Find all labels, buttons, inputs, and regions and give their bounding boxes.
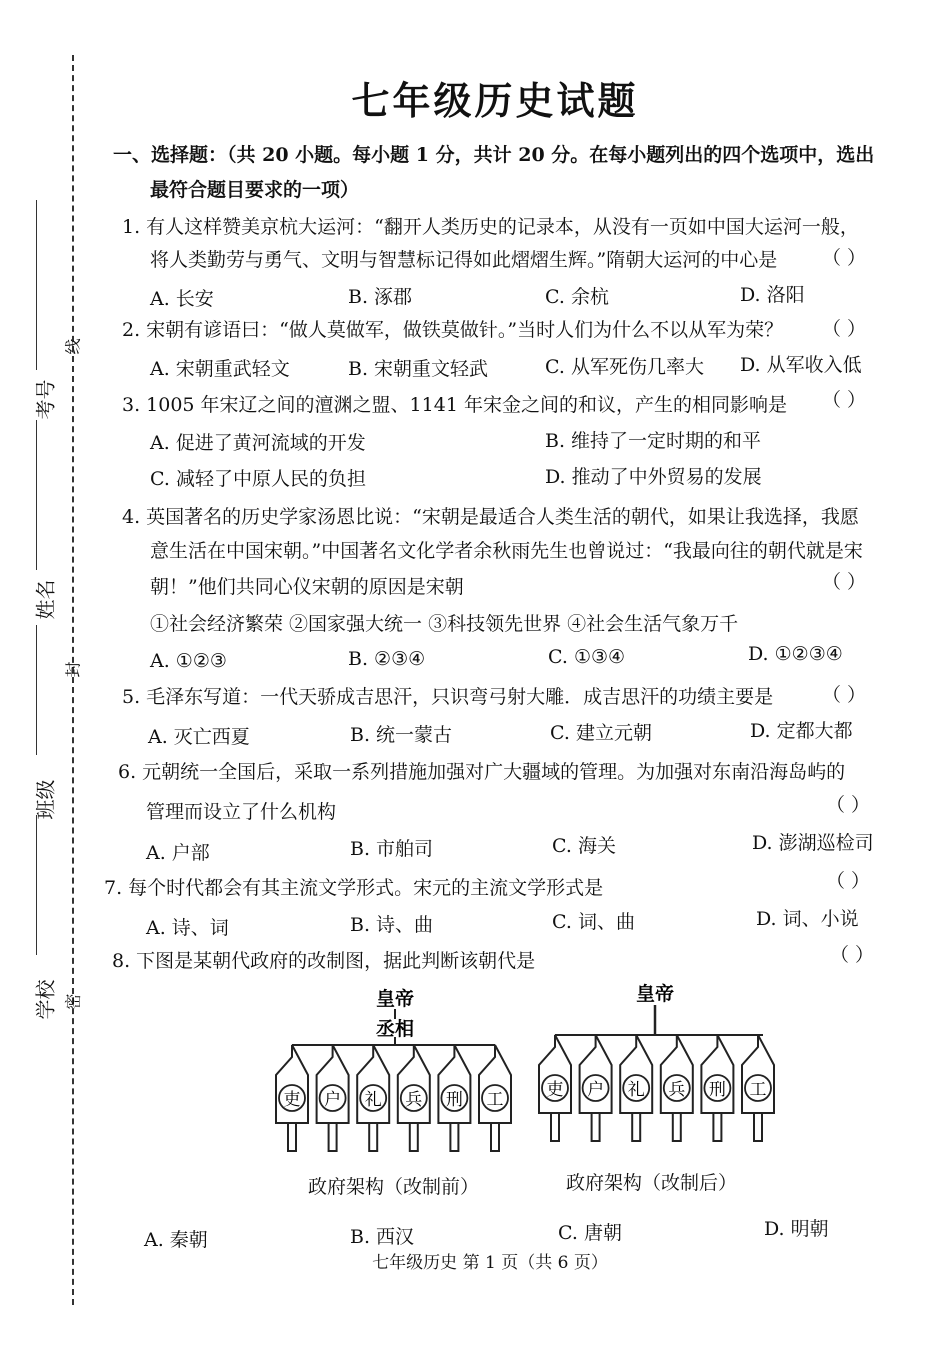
after-ministry-label-0: 吏 [546, 1080, 564, 1100]
q4-stem: 4. 英国著名的历史学家汤恩比说：“宋朝是最适合人类生活的朝代，如果让我选择，我愿 [122, 506, 859, 528]
q7-option-c[interactable]: C. 词、曲 [552, 911, 635, 933]
after-ministry-1 [580, 1035, 612, 1141]
q5-stem: 5. 毛泽东写道：一代天骄成吉思汗，只识弯弓射大雕．成吉思汗的功绩主要是 [122, 686, 774, 708]
before-ministry-5 [479, 1045, 511, 1151]
q7-option-b[interactable]: B. 诗、曲 [350, 914, 434, 936]
before-ministry-0 [276, 1045, 308, 1151]
q4-option-a[interactable]: A. ①②③ [150, 650, 227, 672]
q1-option-d[interactable]: D. 洛阳 [740, 284, 805, 306]
q8-option-a[interactable]: A. 秦朝 [144, 1229, 208, 1251]
margin-mi-label: 密 [63, 993, 83, 1010]
q6-option-b[interactable]: B. 市舶司 [350, 838, 434, 860]
emperor-label-before: 皇帝 [375, 988, 415, 1010]
margin-banji-blank[interactable] [36, 815, 37, 955]
q3-option-a[interactable]: A. 促进了黄河流域的开发 [150, 432, 366, 454]
before-ministry-4 [438, 1045, 470, 1151]
before-ministry-label-0: 吏 [283, 1090, 301, 1110]
before-ministry-1 [317, 1045, 349, 1151]
q6-stem: 6. 元朝统一全国后，采取一系列措施加强对广大疆域的管理。为加强对东南沿海岛屿的 [118, 761, 846, 783]
q5-answer-blank[interactable]: （ ） [822, 684, 867, 706]
chancellor-label: 丞相 [375, 1018, 415, 1040]
page-title: 七年级历史试题 [351, 78, 639, 123]
caption-after: 政府架构（改制后） [566, 1172, 738, 1194]
after-ministry-2 [620, 1035, 652, 1141]
q1-stem: 1. 有人这样赞美京杭大运河：“翻开人类历史的记录本，从没有一页如中国大运河一般， [122, 216, 859, 238]
binding-line [72, 55, 74, 1305]
margin-xingming-label: 姓名 [33, 579, 58, 620]
before-ministry-3 [398, 1045, 430, 1151]
page-footer: 七年级历史 第 1 页（共 6 页） [372, 1253, 608, 1273]
q3-option-c[interactable]: C. 减轻了中原人民的负担 [150, 468, 366, 490]
q8-option-c[interactable]: C. 唐朝 [558, 1222, 622, 1244]
before-ministry-label-4: 刑 [445, 1090, 463, 1110]
government-structure-diagram [265, 975, 795, 1195]
q5-option-d[interactable]: D. 定都大都 [750, 720, 853, 742]
q2-option-b[interactable]: B. 宋朝重文轻武 [348, 358, 489, 380]
before-ministry-2 [357, 1045, 389, 1151]
before-ministry-label-1: 户 [324, 1090, 342, 1110]
q5-option-b[interactable]: B. 统一蒙古 [350, 724, 453, 746]
q5-option-c[interactable]: C. 建立元朝 [550, 722, 652, 744]
q4-statements: ①社会经济繁荣 ②国家强大统一 ③科技领先世界 ④社会生活气象万千 [150, 613, 739, 635]
after-ministry-label-1: 户 [587, 1080, 605, 1100]
before-ministry-label-5: 工 [486, 1090, 504, 1110]
after-ministry-5 [742, 1035, 774, 1141]
margin-xuexiao-label: 学校 [33, 979, 58, 1020]
q3-stem: 3. 1005 年宋辽之间的澶渊之盟、1141 年宋金之间的和议，产生的相同影响是 [122, 394, 787, 416]
after-ministry-label-4: 刑 [708, 1080, 726, 1100]
q4-option-c[interactable]: C. ①③④ [548, 646, 626, 668]
q8-answer-blank[interactable]: （ ） [830, 944, 875, 966]
q4-stem-cont2: 朝！”他们共同心仪宋朝的原因是宋朝 [150, 576, 464, 598]
q8-option-d[interactable]: D. 明朝 [764, 1218, 829, 1240]
q3-answer-blank[interactable]: （ ） [822, 389, 867, 411]
section-heading: 一、选择题：（共 20 小题。每小题 1 分，共计 20 分。在每小题列出的四个选项中，选出 [113, 144, 875, 166]
before-ministry-label-3: 兵 [405, 1090, 423, 1110]
margin-banji-label: 班级 [33, 779, 58, 820]
q6-option-a[interactable]: A. 户部 [146, 842, 210, 864]
after-ministry-label-2: 礼 [627, 1080, 645, 1100]
q3-option-b[interactable]: B. 维持了一定时期的和平 [545, 430, 762, 452]
margin-kaohao-label: 考号 [33, 379, 58, 420]
structure-before [276, 987, 511, 1151]
q2-answer-blank[interactable]: （ ） [822, 318, 867, 340]
q7-answer-blank[interactable]: （ ） [826, 870, 871, 892]
margin-banji-top-blank [36, 625, 37, 755]
q1-option-c[interactable]: C. 余杭 [545, 286, 609, 308]
margin-kaohao-blank[interactable] [36, 200, 37, 370]
before-ministry-label-2: 礼 [364, 1090, 382, 1110]
caption-before: 政府架构（改制前） [308, 1176, 480, 1198]
q7-option-d[interactable]: D. 词、小说 [756, 908, 859, 930]
q4-option-d[interactable]: D. ①②③④ [748, 643, 843, 665]
q1-stem-cont: 将人类勤劳与勇气、文明与智慧标记得如此熠熠生辉。”隋朝大运河的中心是 [150, 249, 778, 271]
margin-xian-label: 线 [63, 338, 83, 355]
q2-option-c[interactable]: C. 从军死伤几率大 [545, 356, 704, 378]
section-heading-cont: 最符合题目要求的一项） [150, 179, 360, 201]
q4-answer-blank[interactable]: （ ） [822, 571, 867, 593]
q2-option-d[interactable]: D. 从军收入低 [740, 354, 862, 376]
q5-option-a[interactable]: A. 灭亡西夏 [148, 726, 250, 748]
q1-answer-blank[interactable]: （ ） [822, 247, 867, 269]
q4-stem-cont1: 意生活在中国宋朝。”中国著名文化学者余秋雨先生也曾说过：“我最向往的朝代就是宋 [150, 540, 863, 562]
q8-option-b[interactable]: B. 西汉 [350, 1226, 415, 1248]
q7-stem: 7. 每个时代都会有其主流文学形式。宋元的主流文学形式是 [104, 877, 604, 899]
q6-answer-blank[interactable]: （ ） [826, 794, 871, 816]
after-ministry-label-3: 兵 [668, 1080, 686, 1100]
after-ministry-4 [701, 1035, 733, 1141]
after-ministry-0 [539, 1035, 571, 1141]
q1-option-a[interactable]: A. 长安 [150, 288, 214, 310]
after-ministry-label-5: 工 [749, 1080, 767, 1100]
q7-option-a[interactable]: A. 诗、词 [146, 917, 229, 939]
q6-option-d[interactable]: D. 澎湖巡检司 [752, 832, 874, 854]
q6-stem-cont: 管理而设立了什么机构 [146, 801, 337, 823]
q4-option-b[interactable]: B. ②③④ [348, 648, 426, 670]
q3-option-d[interactable]: D. 推动了中外贸易的发展 [545, 466, 762, 488]
q6-option-c[interactable]: C. 海关 [552, 835, 616, 857]
after-ministry-3 [661, 1035, 693, 1141]
q8-stem: 8. 下图是某朝代政府的改制图，据此判断该朝代是 [112, 950, 536, 972]
margin-feng-label: 封 [63, 661, 83, 678]
emperor-label-after: 皇帝 [635, 983, 675, 1005]
q2-stem: 2. 宋朝有谚语曰：“做人莫做军，做铁莫做针。”当时人们为什么不以从军为荣？ [122, 319, 784, 341]
structure-after [539, 982, 774, 1141]
q2-option-a[interactable]: A. 宋朝重武轻文 [150, 358, 290, 380]
margin-xingming-blank[interactable] [36, 420, 37, 570]
q1-option-b[interactable]: B. 涿郡 [348, 286, 413, 308]
